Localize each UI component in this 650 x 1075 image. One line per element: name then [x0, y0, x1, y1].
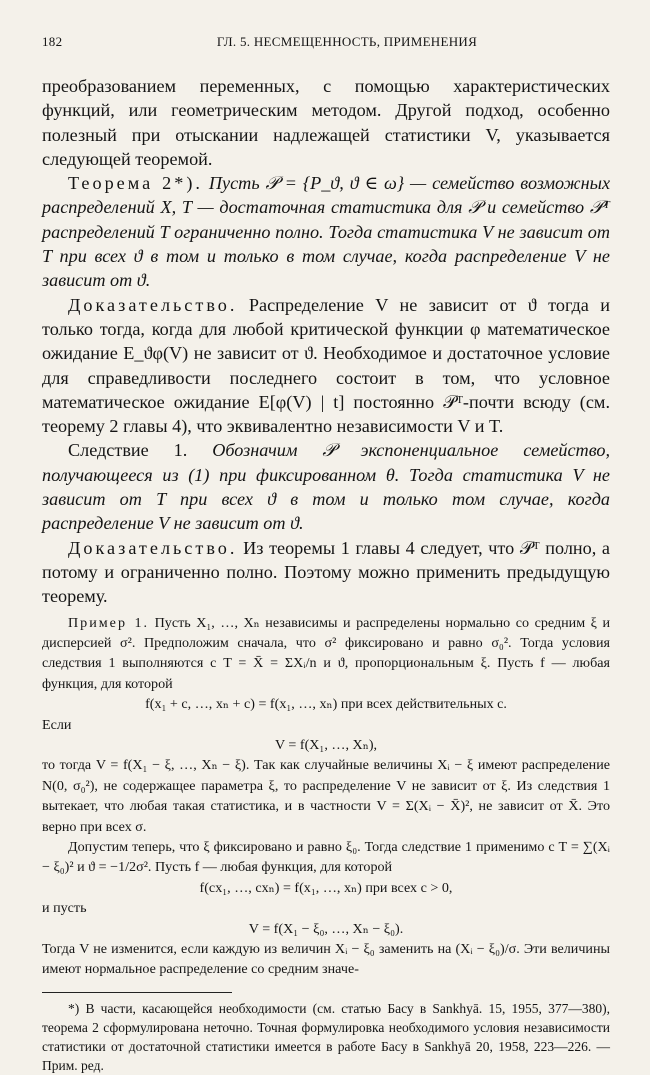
proof-label: Доказательство.: [68, 294, 238, 315]
example-1: [42, 613, 610, 695]
formula-scale-invariance: f(cx₁, …, cxₙ) = f(x₁, …, xₙ) при всех c > 0,: [199, 879, 453, 896]
proof-1: [42, 293, 610, 439]
proof-text: Распределение V не зависит от ϑ тогда и только тогда, когда для любой критической функции φ математическое ожидание E_ϑφ(V) не зависит от ϑ. Необходимое и достаточное условие для справедливости последнего состоит в том, что условное математическое ожидание E[φ(V) | t] постоянно 𝒫ᵀ-почти всюду (см. теорему 2 главы 4), что эквивалентно независимости V и T.: [42, 294, 610, 437]
then-paragraph: то тогда V = f(X₁ − ξ, …, Xₙ − ξ). Так как случайные величины Xᵢ − ξ имеют распределение N(0, σ₀²), не содержащее параметра ξ, то распределение V не зависит от ξ. Из следствия 1 вытекает, что любая такая статистика, и в частности V = Σ(Xᵢ − X̄)², не зависит от X̄. Это верно при всех σ.: [42, 757, 610, 835]
footnote: *) В части, касающейся необходимости (см. статью Басу в Sankhyā. 15, 1955, 377—380), теорема 2 сформулирована неточно. Точная формулировка необходимого условия независимости статистики от достаточной статистики имеется в работе Басу в Sankhyā 20, 1958, 223—226. — Прим. ред.: [42, 1000, 610, 1073]
running-head: ГЛ. 5. НЕСМЕЩЕННОСТЬ, ПРИМЕНЕНИЯ: [216, 34, 478, 49]
corollary-1: [42, 438, 610, 535]
example-text: Пусть X₁, …, Xₙ независимы и распределены нормально со средним ξ и дисперсией σ². Предположим сначала, что σ² фиксировано и равно σ₀². Тогда условия следствия 1 выполняются с T = X̄ = ΣXᵢ/n и ϑ, пропорциональным ξ. Пусть f — любая функция, для которой: [42, 614, 610, 692]
proof-label: Доказательство.: [68, 537, 238, 558]
theorem-text: Пусть 𝒫 = {P_ϑ, ϑ ∈ ω} — семейство возможных распределений X, T — достаточная статистика для 𝒫 и семейство 𝒫ᵀ распределений T ограниченно полно. Тогда статистика V не зависит от T при всех ϑ в том и только в том случае, когда распределение V не зависит от ϑ.: [42, 173, 611, 291]
esli-text: Если: [42, 716, 72, 733]
proof-text: Из теоремы 1 главы 4 следует, что 𝒫ᵀ полно, а потому и ограниченно полно. Поэтому можно применить предыдущую теорему.: [42, 537, 610, 607]
intro-paragraph: преобразованием переменных, с помощью характеристических функций, или геометрическим методом. Другой подход, особенно полезный при отыскании надлежащей статистики V, указывается следующей теоремой.: [42, 76, 610, 169]
formula-shift-invariance: f(x₁ + c, …, xₙ + c) = f(x₁, …, xₙ) при всех действительных c.: [145, 696, 507, 713]
page-header: [42, 34, 612, 56]
proof-2: [42, 536, 610, 609]
corollary-label: Следствие 1.: [68, 440, 188, 461]
i-pust-text: и пусть: [42, 900, 87, 917]
theorem-label: Теорема 2*).: [68, 173, 203, 194]
footnote-divider: [42, 992, 232, 993]
example-label: Пример 1.: [68, 614, 150, 631]
fixed-xi-paragraph: Допустим теперь, что ξ фиксировано и равно ξ₀. Тогда следствие 1 применимо с T = ∑(Xᵢ − ξ₀)² и ϑ = −1/2σ². Пусть f — любая функция, для которой: [42, 839, 610, 876]
theorem-2: [42, 171, 610, 292]
page-body: [42, 74, 610, 1075]
formula-v-centered: V = f(X₁ − ξ₀, …, Xₙ − ξ₀).: [248, 920, 404, 937]
formula-v-definition: V = f(X₁, …, Xₙ),: [274, 736, 378, 753]
page-number: 182: [42, 34, 63, 49]
corollary-text: Обозначим 𝒫 экспоненциальное семейство, получающееся из (1) при фиксированном θ. Тогда статистика V не зависит от T при всех ϑ в том и только том случае, когда распределение V не зависит от ϑ.: [42, 440, 610, 534]
last-paragraph: Тогда V не изменится, если каждую из величин Xᵢ − ξ₀ заменить на (Xᵢ − ξ₀)/σ. Эти величины имеют нормальное распределение со средним значе-: [42, 941, 610, 978]
